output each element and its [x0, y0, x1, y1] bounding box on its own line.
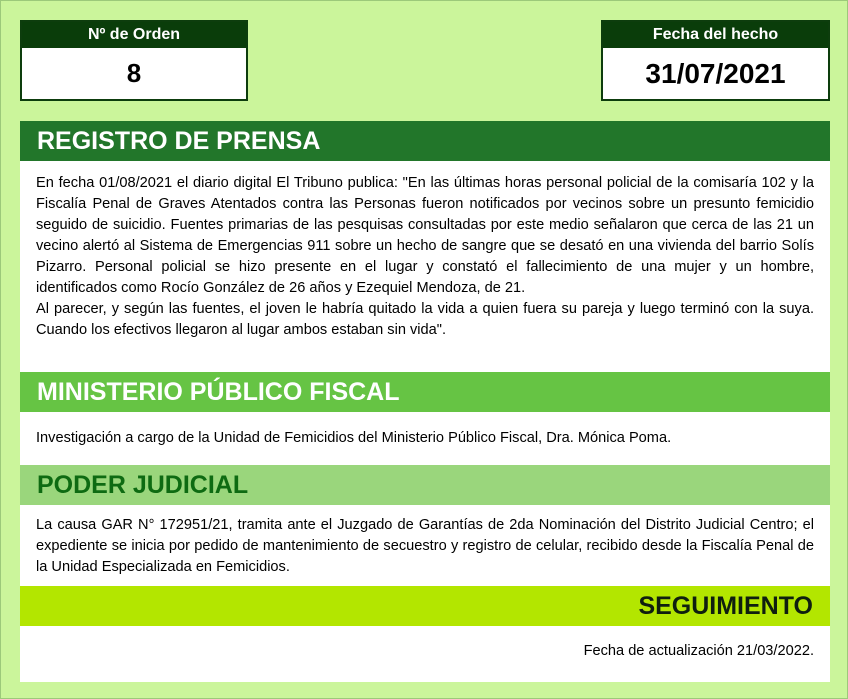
- press-section-body: [20, 161, 830, 372]
- event-date-box: [601, 20, 830, 101]
- press-paragraph-1: En fecha 01/08/2021 el diario digital El Tribuno publica: "En las últimas horas personal policial de la comisaría 102 y la Fiscalía Penal de Graves Atentados contra las Personas fueron notificados por vecinos sobre un presunto femicidio seguido de suicidio. Fuentes primarias de las pesquisas consultadas por este medio señalaron que cerca de las 21 un vecino alertó al Sistema de Emergencias 911 sobre un hecho de sangre que se desató en una vivienda del barrio Solís Pizarro. Personal policial se hizo presente en el lugar y constató el fallecimiento de una mujer y un hombre, identificados como Rocío González de 26 años y Ezequiel Mendoza, de 21.: [36, 175, 814, 296]
- judiciary-section-title: PODER JUDICIAL: [20, 465, 830, 505]
- prosecutor-section-body: [20, 412, 830, 465]
- update-date-text: Fecha de actualización 21/03/2022.: [583, 643, 814, 659]
- event-date-label: Fecha del hecho: [603, 22, 828, 48]
- prosecutor-text: Investigación a cargo de la Unidad de Femicidios del Ministerio Público Fiscal, Dra. Mónica Poma.: [36, 430, 672, 446]
- prosecutor-section-title: MINISTERIO PÚBLICO FISCAL: [20, 372, 830, 412]
- press-paragraph-2: Al parecer, y según las fuentes, el joven le habría quitado la vida a quien fuera su pareja y luego terminó con la suya. Cuando los efectivos llegaron al lugar ambos estaban sin vida".: [36, 301, 814, 338]
- followup-section-title: SEGUIMIENTO: [20, 586, 830, 626]
- event-date-value: 31/07/2021: [645, 58, 786, 89]
- judiciary-section-body: [20, 505, 830, 586]
- followup-section-body: [20, 626, 830, 682]
- judiciary-text: La causa GAR N° 172951/21, tramita ante el Juzgado de Garantías de 2da Nominación del Distrito Judicial Centro; el expediente se inicia por pedido de mantenimiento de secuestro y registro de celular, recibido desde la Fiscalía Penal de la Unidad Especializada en Femicidios.: [36, 517, 814, 575]
- order-number-value: 8: [126, 58, 142, 88]
- order-number-box: [20, 20, 248, 101]
- order-number-label: Nº de Orden: [22, 22, 246, 48]
- press-section-title: REGISTRO DE PRENSA: [20, 121, 830, 161]
